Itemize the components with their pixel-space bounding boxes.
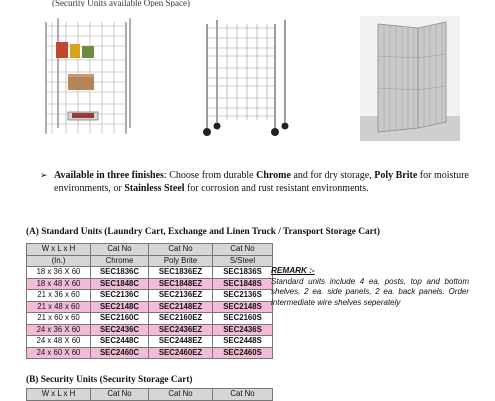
table-header-cell: Chrome [91, 255, 149, 267]
table-header-cell: Cat No [213, 244, 273, 256]
shelving-unit-open-with-items-image [38, 16, 133, 141]
table-header-row [27, 389, 273, 401]
top-text-fragment: (Security Units available Open Space) [52, 0, 190, 7]
finishes-text: for moisture environments, or [54, 170, 469, 194]
table-header-cell: Cat No [91, 389, 149, 401]
table-row [27, 278, 273, 290]
table-header-cell: S/Steel [213, 255, 273, 267]
table-row [27, 347, 273, 359]
table-header-cell: Cat No [91, 244, 149, 256]
catalog-number-cell: SEC2148EZ [149, 301, 213, 313]
section-a-title: (A) Standard Units (Laundry Cart, Exchange and Linen Truck / Transport Storage Cart) [26, 227, 380, 237]
table-header-cell: Cat No [213, 389, 273, 401]
table-row [27, 336, 273, 348]
table-row [27, 324, 273, 336]
table-row [27, 313, 273, 325]
remark-box [271, 266, 469, 308]
table-header-cell: Poly Brite [149, 255, 213, 267]
catalog-number-cell: SEC2460S [213, 347, 273, 359]
catalog-number-cell: SEC1836EZ [149, 267, 213, 279]
catalog-number-cell: SEC2448C [91, 336, 149, 348]
catalog-number-cell: SEC2436S [213, 324, 273, 336]
finishes-lead: Available in three finishes [54, 170, 164, 181]
catalog-number-cell: SEC1836S [213, 267, 273, 279]
catalog-number-cell: SEC2436C [91, 324, 149, 336]
catalog-number-cell: SEC2136C [91, 290, 149, 302]
catalog-number-cell: SEC2448EZ [149, 336, 213, 348]
catalog-number-cell: SEC2448S [213, 336, 273, 348]
dimension-cell: 24 x 48 X 60 [27, 336, 91, 348]
table-header-cell: W x L x H [27, 244, 91, 256]
table-header-cell: Cat No [149, 244, 213, 256]
remark-title: REMARK :- [271, 266, 315, 275]
bullet-arrow-icon: ➢ [40, 171, 48, 181]
table-row [27, 290, 273, 302]
table-row [27, 301, 273, 313]
mobile-wire-cart-image [193, 16, 293, 141]
table-header-row [27, 255, 273, 267]
security-cage-stainless-image [360, 16, 460, 141]
catalog-number-cell: SEC2148S [213, 301, 273, 313]
dimension-cell: 21 x 48 x 60 [27, 301, 91, 313]
standard-units-table [26, 243, 273, 359]
catalog-number-cell: SEC1836C [91, 267, 149, 279]
dimension-cell: 24 x 60 X 60 [27, 347, 91, 359]
table-header-cell: Cat No [149, 389, 213, 401]
catalog-number-cell: SEC2160C [91, 313, 149, 325]
catalog-number-cell: SEC1848EZ [149, 278, 213, 290]
finish-poly-brite: Poly Brite [374, 170, 418, 181]
catalog-number-cell: SEC2160EZ [149, 313, 213, 325]
table-header-row [27, 244, 273, 256]
dimension-cell: 18 x 36 X 60 [27, 267, 91, 279]
table-row [27, 267, 273, 279]
catalog-number-cell: SEC2436EZ [149, 324, 213, 336]
table-header-cell: W x L x H [27, 389, 91, 401]
finish-stainless: Stainless Steel [124, 182, 185, 194]
dimension-cell: 21 x 36 x 60 [27, 290, 91, 302]
finish-chrome: Chrome [256, 170, 291, 181]
catalog-number-cell: SEC2460EZ [149, 347, 213, 359]
section-b-title: (B) Security Units (Security Storage Cart) [26, 375, 193, 385]
catalog-number-cell: SEC2160S [213, 313, 273, 325]
dimension-cell: 21 x 60 x 60 [27, 313, 91, 325]
dimension-cell: 18 x 48 X 60 [27, 278, 91, 290]
dimension-cell: 24 x 36 X 60 [27, 324, 91, 336]
catalog-number-cell: SEC1848C [91, 278, 149, 290]
finishes-text: for corrosion and rust resistant environments. [184, 182, 369, 194]
finishes-text: and for dry storage, [290, 170, 375, 181]
catalog-number-cell: SEC2136EZ [149, 290, 213, 302]
security-units-table [26, 388, 273, 401]
catalog-number-cell: SEC1848S [213, 278, 273, 290]
finishes-note [40, 170, 470, 195]
remark-body: Standard units include 4 ea. posts, top and bottom shelves, 2 ea. side panels, 2 ea. back panels. Order intermediate wire shelves seperately [271, 276, 469, 307]
catalog-number-cell: SEC2460C [91, 347, 149, 359]
catalog-number-cell: SEC2136S [213, 290, 273, 302]
finishes-text: : Choose from durable [163, 170, 257, 181]
table-header-cell: (In.) [27, 255, 91, 267]
catalog-number-cell: SEC2148C [91, 301, 149, 313]
